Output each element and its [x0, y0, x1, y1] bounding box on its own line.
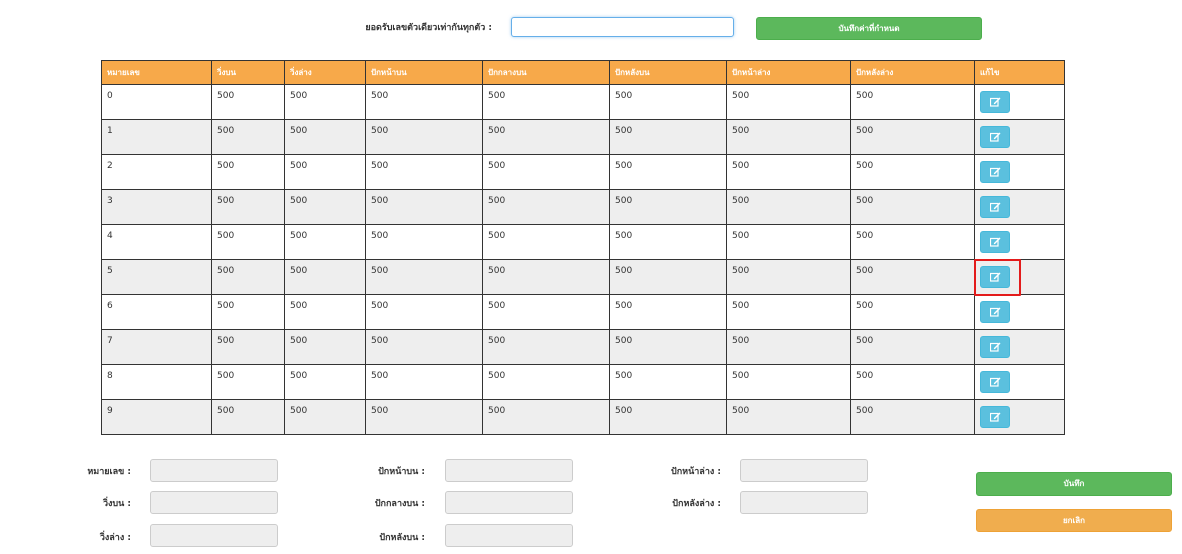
table-row: [102, 365, 1065, 400]
cell-middle-top: 500: [483, 260, 610, 295]
cell-middle-top: 500: [483, 155, 610, 190]
cell-run-top: 500: [212, 330, 285, 365]
edit-button[interactable]: [980, 126, 1010, 148]
cell-run-bottom: 500: [285, 225, 366, 260]
cell-edit: [975, 190, 1065, 225]
edit-icon: [990, 167, 1001, 177]
cell-back-bottom: 500: [851, 365, 975, 400]
cell-front-bottom: 500: [727, 120, 851, 155]
back-bottom-field[interactable]: [740, 491, 868, 514]
front-bottom-field[interactable]: [740, 459, 868, 482]
cell-front-bottom: 500: [727, 260, 851, 295]
cell-front-top: 500: [366, 295, 483, 330]
edit-button[interactable]: [980, 371, 1010, 393]
edit-button[interactable]: [980, 406, 1010, 428]
header-number: หมายเลข: [102, 61, 212, 85]
limits-table: [101, 60, 1065, 435]
middle-top-label: ปักกลางบน :: [374, 499, 425, 509]
table-row: [102, 400, 1065, 435]
table-row: [102, 260, 1065, 295]
cell-run-top: 500: [212, 85, 285, 120]
cell-back-top: 500: [610, 225, 727, 260]
cell-back-top: 500: [610, 330, 727, 365]
cell-back-bottom: 500: [851, 120, 975, 155]
cell-run-bottom: 500: [285, 295, 366, 330]
cell-edit: [975, 330, 1065, 365]
cell-front-top: 500: [366, 85, 483, 120]
cell-number: 9: [102, 400, 212, 435]
edit-icon: [990, 132, 1001, 142]
cell-run-top: 500: [212, 295, 285, 330]
edit-button[interactable]: [980, 301, 1010, 323]
cell-edit: [975, 225, 1065, 260]
header-run-bottom: วิ่งล่าง: [285, 61, 366, 85]
cell-number: 4: [102, 225, 212, 260]
cell-middle-top: 500: [483, 330, 610, 365]
cell-edit: [975, 400, 1065, 435]
cell-middle-top: 500: [483, 225, 610, 260]
cell-run-top: 500: [212, 400, 285, 435]
cell-back-top: 500: [610, 260, 727, 295]
cell-back-bottom: 500: [851, 225, 975, 260]
cell-run-top: 500: [212, 365, 285, 400]
table-row: [102, 85, 1065, 120]
cell-front-top: 500: [366, 365, 483, 400]
edit-button[interactable]: [980, 231, 1010, 253]
cell-number: 3: [102, 190, 212, 225]
cell-run-bottom: 500: [285, 330, 366, 365]
edit-icon: [990, 412, 1001, 422]
cell-run-top: 500: [212, 190, 285, 225]
default-amount-input[interactable]: [511, 17, 734, 37]
cell-front-top: 500: [366, 120, 483, 155]
cell-front-top: 500: [366, 400, 483, 435]
number-label: หมายเลข :: [87, 467, 131, 477]
cell-run-bottom: 500: [285, 190, 366, 225]
header-back-bottom: ปักหลังล่าง: [851, 61, 975, 85]
cell-back-bottom: 500: [851, 260, 975, 295]
front-top-label: ปักหน้าบน :: [378, 467, 425, 477]
run-top-label: วิ่งบน :: [102, 499, 131, 509]
cell-back-bottom: 500: [851, 400, 975, 435]
back-top-field[interactable]: [445, 524, 573, 547]
back-top-label: ปักหลังบน :: [379, 533, 425, 543]
cell-edit: [975, 295, 1065, 330]
cell-back-top: 500: [610, 120, 727, 155]
header-back-top: ปักหลังบน: [610, 61, 727, 85]
cell-back-top: 500: [610, 155, 727, 190]
header-run-top: วิ่งบน: [212, 61, 285, 85]
cell-front-top: 500: [366, 260, 483, 295]
cell-front-bottom: 500: [727, 330, 851, 365]
cell-run-bottom: 500: [285, 155, 366, 190]
edit-button[interactable]: [980, 91, 1010, 113]
table-row: [102, 225, 1065, 260]
cell-run-bottom: 500: [285, 85, 366, 120]
edit-button[interactable]: [980, 336, 1010, 358]
cell-front-top: 500: [366, 225, 483, 260]
highlight-box: [974, 259, 1021, 296]
cell-front-bottom: 500: [727, 155, 851, 190]
save-button[interactable]: บันทึก: [976, 472, 1172, 496]
header-front-bottom: ปักหน้าล่าง: [727, 61, 851, 85]
cell-front-top: 500: [366, 330, 483, 365]
save-default-button[interactable]: บันทึกค่าที่กำหนด: [756, 17, 982, 40]
cell-back-top: 500: [610, 190, 727, 225]
table-row: [102, 155, 1065, 190]
front-bottom-label: ปักหน้าล่าง :: [671, 467, 721, 477]
cell-number: 1: [102, 120, 212, 155]
edit-icon: [990, 342, 1001, 352]
cell-middle-top: 500: [483, 365, 610, 400]
cell-run-top: 500: [212, 120, 285, 155]
cell-number: 2: [102, 155, 212, 190]
cell-back-top: 500: [610, 400, 727, 435]
front-top-field[interactable]: [445, 459, 573, 482]
cell-number: 6: [102, 295, 212, 330]
edit-icon: [990, 237, 1001, 247]
edit-icon: [990, 307, 1001, 317]
cell-number: 7: [102, 330, 212, 365]
cell-run-bottom: 500: [285, 400, 366, 435]
cell-back-bottom: 500: [851, 155, 975, 190]
edit-icon: [990, 377, 1001, 387]
cell-run-bottom: 500: [285, 260, 366, 295]
cell-back-bottom: 500: [851, 295, 975, 330]
cell-number: 0: [102, 85, 212, 120]
cell-edit: [975, 85, 1065, 120]
edit-button[interactable]: [980, 161, 1010, 183]
cell-front-top: 500: [366, 155, 483, 190]
cell-number: 5: [102, 260, 212, 295]
cell-front-bottom: 500: [727, 295, 851, 330]
cell-front-bottom: 500: [727, 400, 851, 435]
edit-icon: [990, 202, 1001, 212]
table-header-row: [102, 61, 1065, 85]
cell-front-bottom: 500: [727, 190, 851, 225]
cell-run-bottom: 500: [285, 120, 366, 155]
edit-button[interactable]: [980, 196, 1010, 218]
cell-edit: [975, 365, 1065, 400]
cancel-button[interactable]: ยกเลิก: [976, 509, 1172, 532]
cell-run-top: 500: [212, 155, 285, 190]
cell-back-bottom: 500: [851, 190, 975, 225]
cell-middle-top: 500: [483, 295, 610, 330]
number-field[interactable]: [150, 459, 278, 482]
cell-middle-top: 500: [483, 85, 610, 120]
header-front-top: ปักหน้าบน: [366, 61, 483, 85]
run-top-field[interactable]: [150, 491, 278, 514]
top-label: ยอดรับเลขตัวเดียวเท่ากันทุกตัว :: [365, 23, 492, 33]
run-bottom-field[interactable]: [150, 524, 278, 547]
table-row: [102, 120, 1065, 155]
cell-back-bottom: 500: [851, 330, 975, 365]
table-row: [102, 330, 1065, 365]
cell-back-top: 500: [610, 365, 727, 400]
back-bottom-label: ปักหลังล่าง :: [672, 499, 721, 509]
cell-edit: [975, 120, 1065, 155]
cell-front-bottom: 500: [727, 225, 851, 260]
cell-front-bottom: 500: [727, 85, 851, 120]
cell-number: 8: [102, 365, 212, 400]
cell-back-top: 500: [610, 295, 727, 330]
cell-middle-top: 500: [483, 120, 610, 155]
middle-top-field[interactable]: [445, 491, 573, 514]
run-bottom-label: วิ่งล่าง :: [99, 533, 131, 543]
edit-icon: [990, 97, 1001, 107]
cell-edit: [975, 155, 1065, 190]
cell-back-bottom: 500: [851, 85, 975, 120]
cell-run-bottom: 500: [285, 365, 366, 400]
header-middle-top: ปักกลางบน: [483, 61, 610, 85]
cell-front-bottom: 500: [727, 365, 851, 400]
table-row: [102, 190, 1065, 225]
cell-run-top: 500: [212, 225, 285, 260]
header-edit: แก้ไข: [975, 61, 1065, 85]
cell-middle-top: 500: [483, 190, 610, 225]
cell-back-top: 500: [610, 85, 727, 120]
cell-middle-top: 500: [483, 400, 610, 435]
cell-front-top: 500: [366, 190, 483, 225]
table-row: [102, 295, 1065, 330]
cell-run-top: 500: [212, 260, 285, 295]
